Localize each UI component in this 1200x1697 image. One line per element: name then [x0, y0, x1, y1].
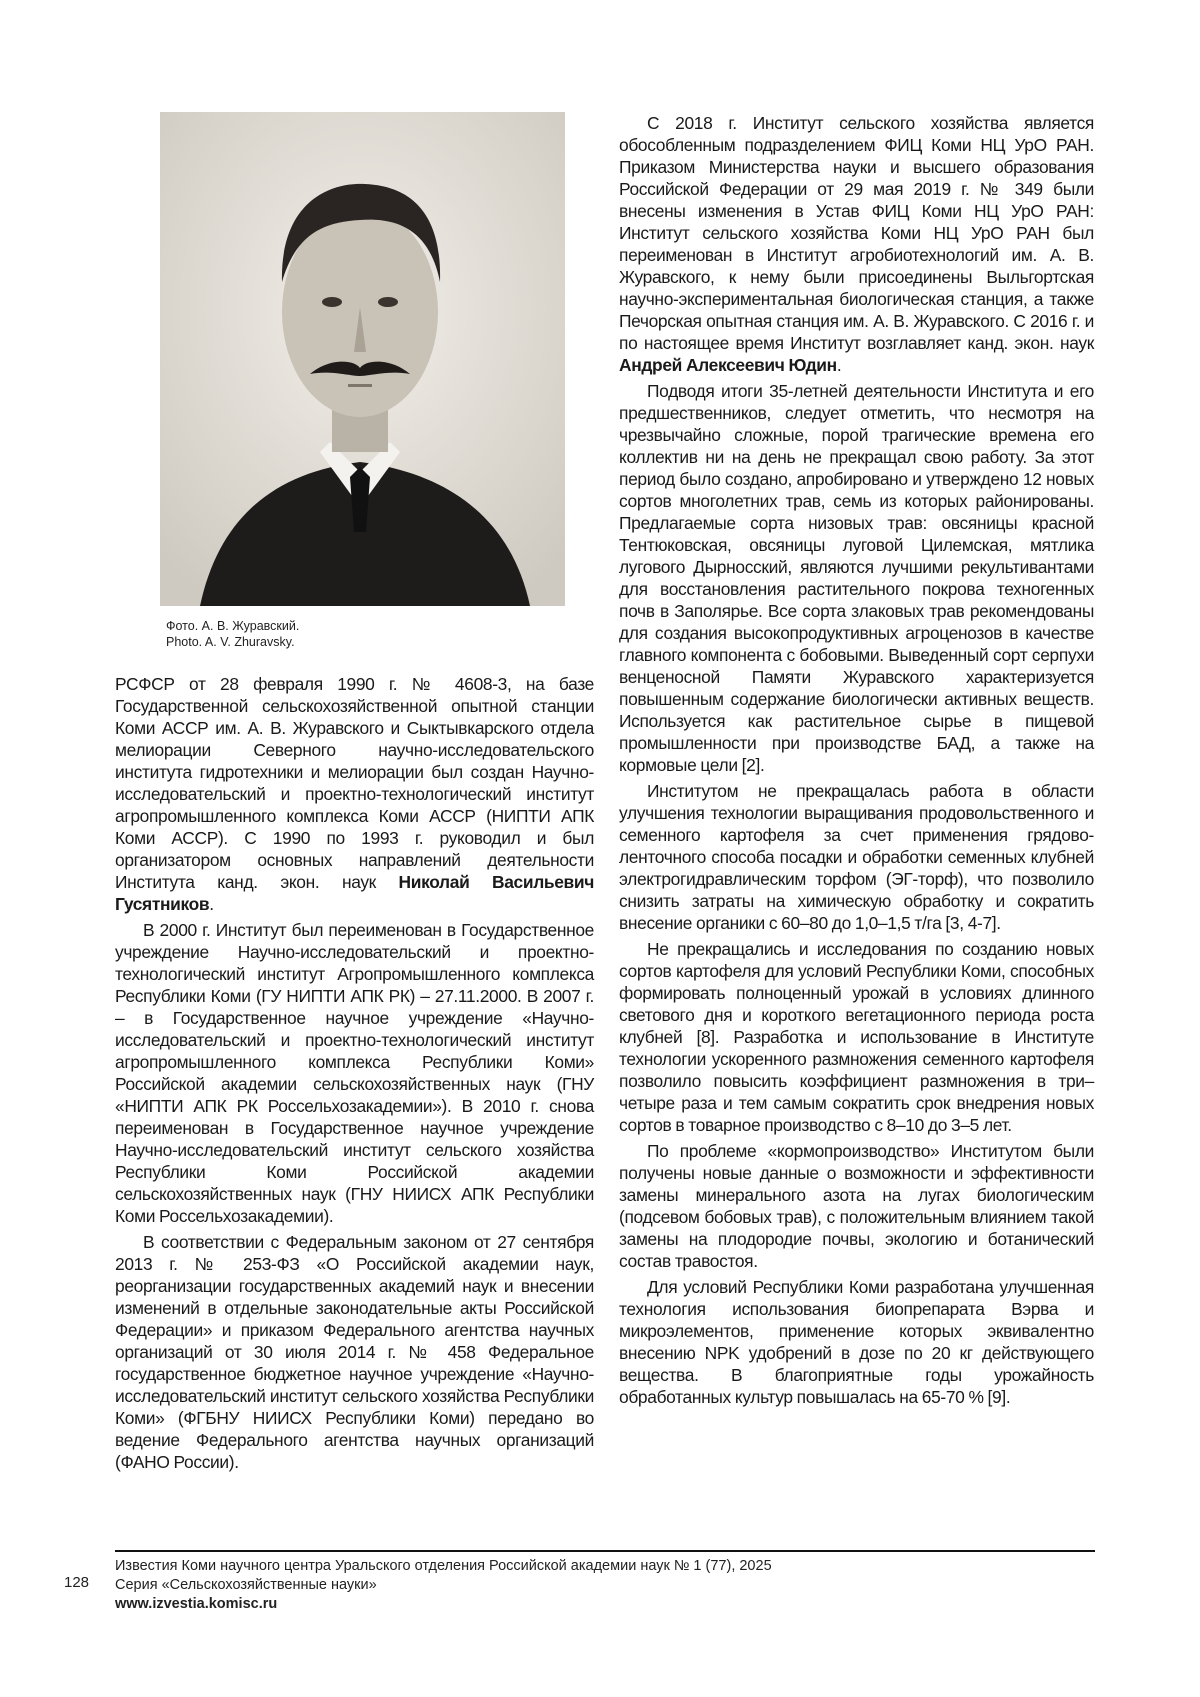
paragraph: Не прекращались и исследования по созданию новых сортов картофеля для условий Республики Коми, способных формировать полноценный урожай в условиях длинного светового дня и короткого вегетационного периода роста клубней [8]. Разработка и использование в Институте технологии ускоренного размножения семенного картофеля позволило повысить коэффициент размножения в три–четыре раза и тем самым сократить срок внедрения новых сортов в товарное производство с 8–10 до 3–5 лет. — [619, 939, 1094, 1135]
text-span: С 2018 г. Институт сельского хозяйства является обособленным подразделением ФИЦ Коми НЦ УрО РАН. Приказом Министерства науки и высшего образования Российской Федерации от 29 мая 2019 г. № 349 были внесены изменения в Устав ФИЦ Коми НЦ УрО РАН: Институт сельского хозяйства Коми НЦ УрО РАН был переименован в Институт агробиотехнологий им. А. В. Журавского, к нему были присоединены Выльгортская научно-экспериментальная биологическая станция, а также Печорская опытная станция им. А. В. Журавского. С 2016 г. и по настоящее время Институт возглавляет канд. экон. наук — [619, 113, 1094, 353]
journal-series: Серия «Сельскохозяйственные науки» — [115, 1577, 377, 1593]
right-text-column — [619, 112, 1094, 1412]
paragraph: Подводя итоги 35-летней деятельности Института и его предшественников, следует отметить, что несмотря на чрезвычайно сложные, порой трагические времена его коллектив ни на день не прекращал свою работу. За этот период было создано, апробировано и утверждено 12 новых сортов многолетних трав, семь из которых районированы. Предлагаемые сорта низовых трав: овсяницы красной Тентюковская, овсяницы луговой Цилемская, мятлика лугового Дырносский, являются лучшими рекультивантами для восстановления растительного покрова техногенных почв в Заполярье. Все сорта злаковых трав рекомендованы для создания высокопродуктивных агроценозов в качестве главного компонента с бобовыми. Выведенный сорт серпухи венценосной Памяти Журавского характеризуется повышенным содержание биологически активных веществ. Используется как растительное сырье в пищевой промышленности при производстве БАД, а также на кормовые цели [2]. — [619, 381, 1094, 775]
paragraph — [619, 112, 1094, 376]
caption-en: Photo. A. V. Zhuravsky. — [166, 635, 295, 649]
journal-url-link[interactable]: www.izvestia.komisc.ru — [115, 1596, 278, 1612]
portrait-image — [160, 112, 565, 606]
caption-ru: Фото. А. В. Журавский. — [166, 619, 300, 633]
paragraph: По проблеме «кормопроизводство» Институтом были получены новые данные о возможности и эффективности замены минерального азота на лугах биологическим (подсевом бобовых трав), с положительным влиянием такой замены на плодородие почвы, экологию и ботанический состав травостоя. — [619, 1141, 1094, 1271]
paragraph: В 2000 г. Институт был переименован в Государственное учреждение Научно-исследовательский и проектно-технологический институт Агропромышленного комплекса Республики Коми (ГУ НИПТИ АПК РК) – 27.11.2000. В 2007 г. – в Государственное научное учреждение «Научно-исследовательский и проектно-технологический институт агропромышленного комплекса Республики Коми» Российской академии сельскохозяйственных наук (ГНУ «НИПТИ АПК РК Россельхозакадемии»). В 2010 г. снова переименован в Государственное научное учреждение Научно-исследовательский институт сельского хозяйства Республики Коми Российской академии сельскохозяйственных наук (ГНУ НИИСХ АПК Республики Коми Россельхозакадемии). — [115, 920, 594, 1226]
left-text-column — [115, 673, 594, 1477]
photo-caption — [166, 618, 299, 650]
person-name: Андрей Алексеевич Юдин — [619, 355, 837, 375]
footer-divider — [115, 1550, 1095, 1552]
paragraph — [115, 673, 594, 915]
text-span: . — [209, 894, 214, 914]
paragraph: Институтом не прекращалась работа в области улучшения технологии выращивания продовольственного и семенного картофеля за счет применения грядово-ленточного способа посадки и обработки семенных клубней электрогидравлическим торфом (ЭГ-торф), что позволило снизить затраты на химическую обработку и сократить внесение органики с 60–80 до 1,0–1,5 т/га [3, 4-7]. — [619, 781, 1094, 933]
journal-title: Известия Коми научного центра Уральского отделения Российской академии наук № 1 (77), 2025 — [115, 1558, 772, 1574]
page-number: 128 — [64, 1574, 90, 1591]
text-span: РСФСР от 28 февраля 1990 г. № 4608-3, на базе Государственной сельскохозяйственной опытной станции Коми АССР им. А. В. Журавского и Сыктывкарского отдела мелиорации Северного научно-исследовательского института гидротехники и мелиорации был создан Научно-исследовательский и проектно-технологический институт агропромышленного комплекса Коми АССР (НИПТИ АПК Коми АССР). С 1990 по 1993 г. руководил и был организатором основных направлений деятельности Института канд. экон. наук — [115, 674, 594, 892]
paragraph: Для условий Республики Коми разработана улучшенная технология использования биопрепарата Вэрва и микроэлементов, применение которых эквивалентно внесению NPK удобрений в дозе по 20 кг действующего вещества. В благоприятные годы урожайность обработанных культур повышалась на 65-70 % [9]. — [619, 1277, 1094, 1407]
person-name: Николай Васильевич Гусятников — [115, 872, 594, 914]
portrait-photo — [160, 112, 565, 606]
text-span: . — [836, 355, 842, 375]
paragraph: В соответствии с Федеральным законом от 27 сентября 2013 г. № 253-ФЗ «О Российской академии наук, реорганизации государственных академий наук и внесении изменений в отдельные законодательные акты Российской Федерации» и приказом Федерального агентства научных организаций от 30 июля 2014 г. № 458 Федеральное государственное бюджетное научное учреждение «Научно-исследовательский институт сельского хозяйства Республики Коми» (ФГБНУ НИИСХ Республики Коми) передано во ведение Федерального агентства научных организаций (ФАНО России). — [115, 1232, 594, 1472]
journal-footer — [115, 1557, 772, 1614]
